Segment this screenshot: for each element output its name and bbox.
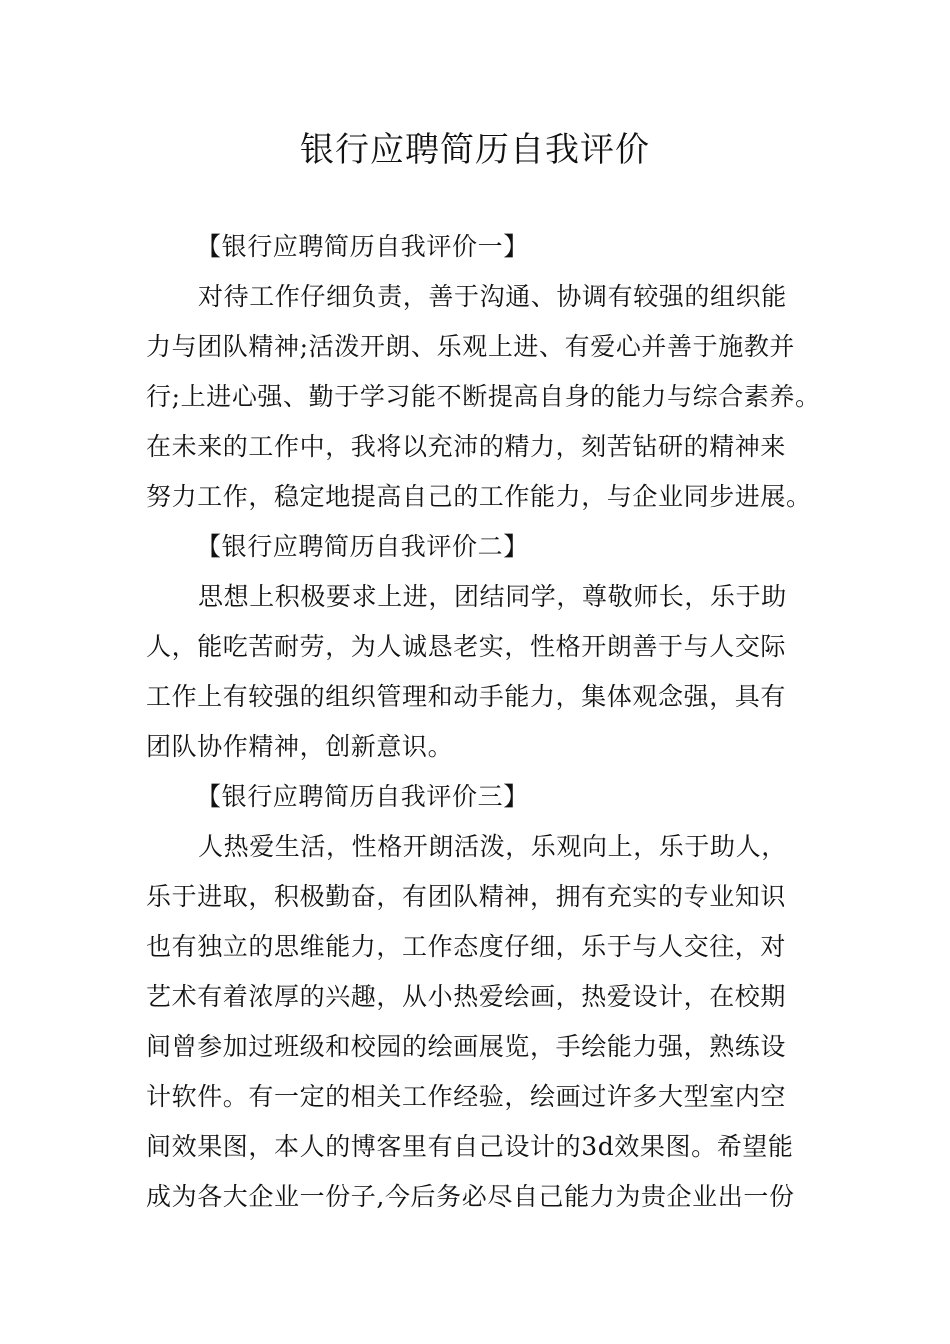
paragraph-line: 努力工作，稳定地提高自己的工作能力，与企业同步进展。	[146, 482, 812, 511]
paragraph-line: 行;上进心强、勤于学习能不断提高自身的能力与综合素养。	[146, 382, 821, 411]
paragraph-line: 工作上有较强的组织管理和动手能力，集体观念强，具有	[146, 682, 787, 711]
paragraph-line: 也有独立的思维能力，工作态度仔细，乐于与人交往，对	[146, 932, 787, 961]
paragraph-line: 力与团队精神;活泼开朗、乐观上进、有爱心并善于施教并	[146, 332, 796, 361]
paragraph-line: 艺术有着浓厚的兴趣，从小热爱绘画，热爱设计，在校期	[146, 982, 787, 1011]
paragraph-line: 在未来的工作中，我将以充沛的精力，刻苦钻研的精神来	[146, 432, 787, 461]
paragraph-line: 乐于进取，积极勤奋，有团队精神，拥有充实的专业知识	[146, 882, 787, 911]
section-heading: 【银行应聘简历自我评价三】	[196, 782, 529, 811]
document-body	[146, 222, 836, 1222]
paragraph-line: 计软件。有一定的相关工作经验，绘画过许多大型室内空	[146, 1082, 787, 1111]
paragraph-line: 思想上积极要求上进，团结同学，尊敬师长，乐于助	[198, 582, 787, 611]
paragraph-line: 人，能吃苦耐劳，为人诚恳老实，性格开朗善于与人交际	[146, 632, 787, 661]
paragraph-line: 间曾参加过班级和校园的绘画展览，手绘能力强，熟练设	[146, 1032, 787, 1061]
paragraph-line: 人热爱生活，性格开朗活泼，乐观向上，乐于助人，	[198, 832, 787, 861]
section-heading: 【银行应聘简历自我评价二】	[196, 532, 529, 561]
section-heading: 【银行应聘简历自我评价一】	[196, 232, 529, 261]
paragraph-line: 对待工作仔细负责，善于沟通、协调有较强的组织能	[198, 282, 787, 311]
section-3	[146, 772, 836, 1222]
document-title: 银行应聘简历自我评价	[300, 130, 650, 170]
paragraph-line: 团队协作精神，创新意识。	[146, 732, 454, 761]
paragraph-line: 间效果图，本人的博客里有自己设计的3d效果图。希望能	[146, 1132, 794, 1161]
section-1	[146, 222, 836, 522]
paragraph-line: 成为各大企业一份子,今后务必尽自己能力为贵企业出一份	[146, 1182, 795, 1211]
section-2	[146, 522, 836, 772]
